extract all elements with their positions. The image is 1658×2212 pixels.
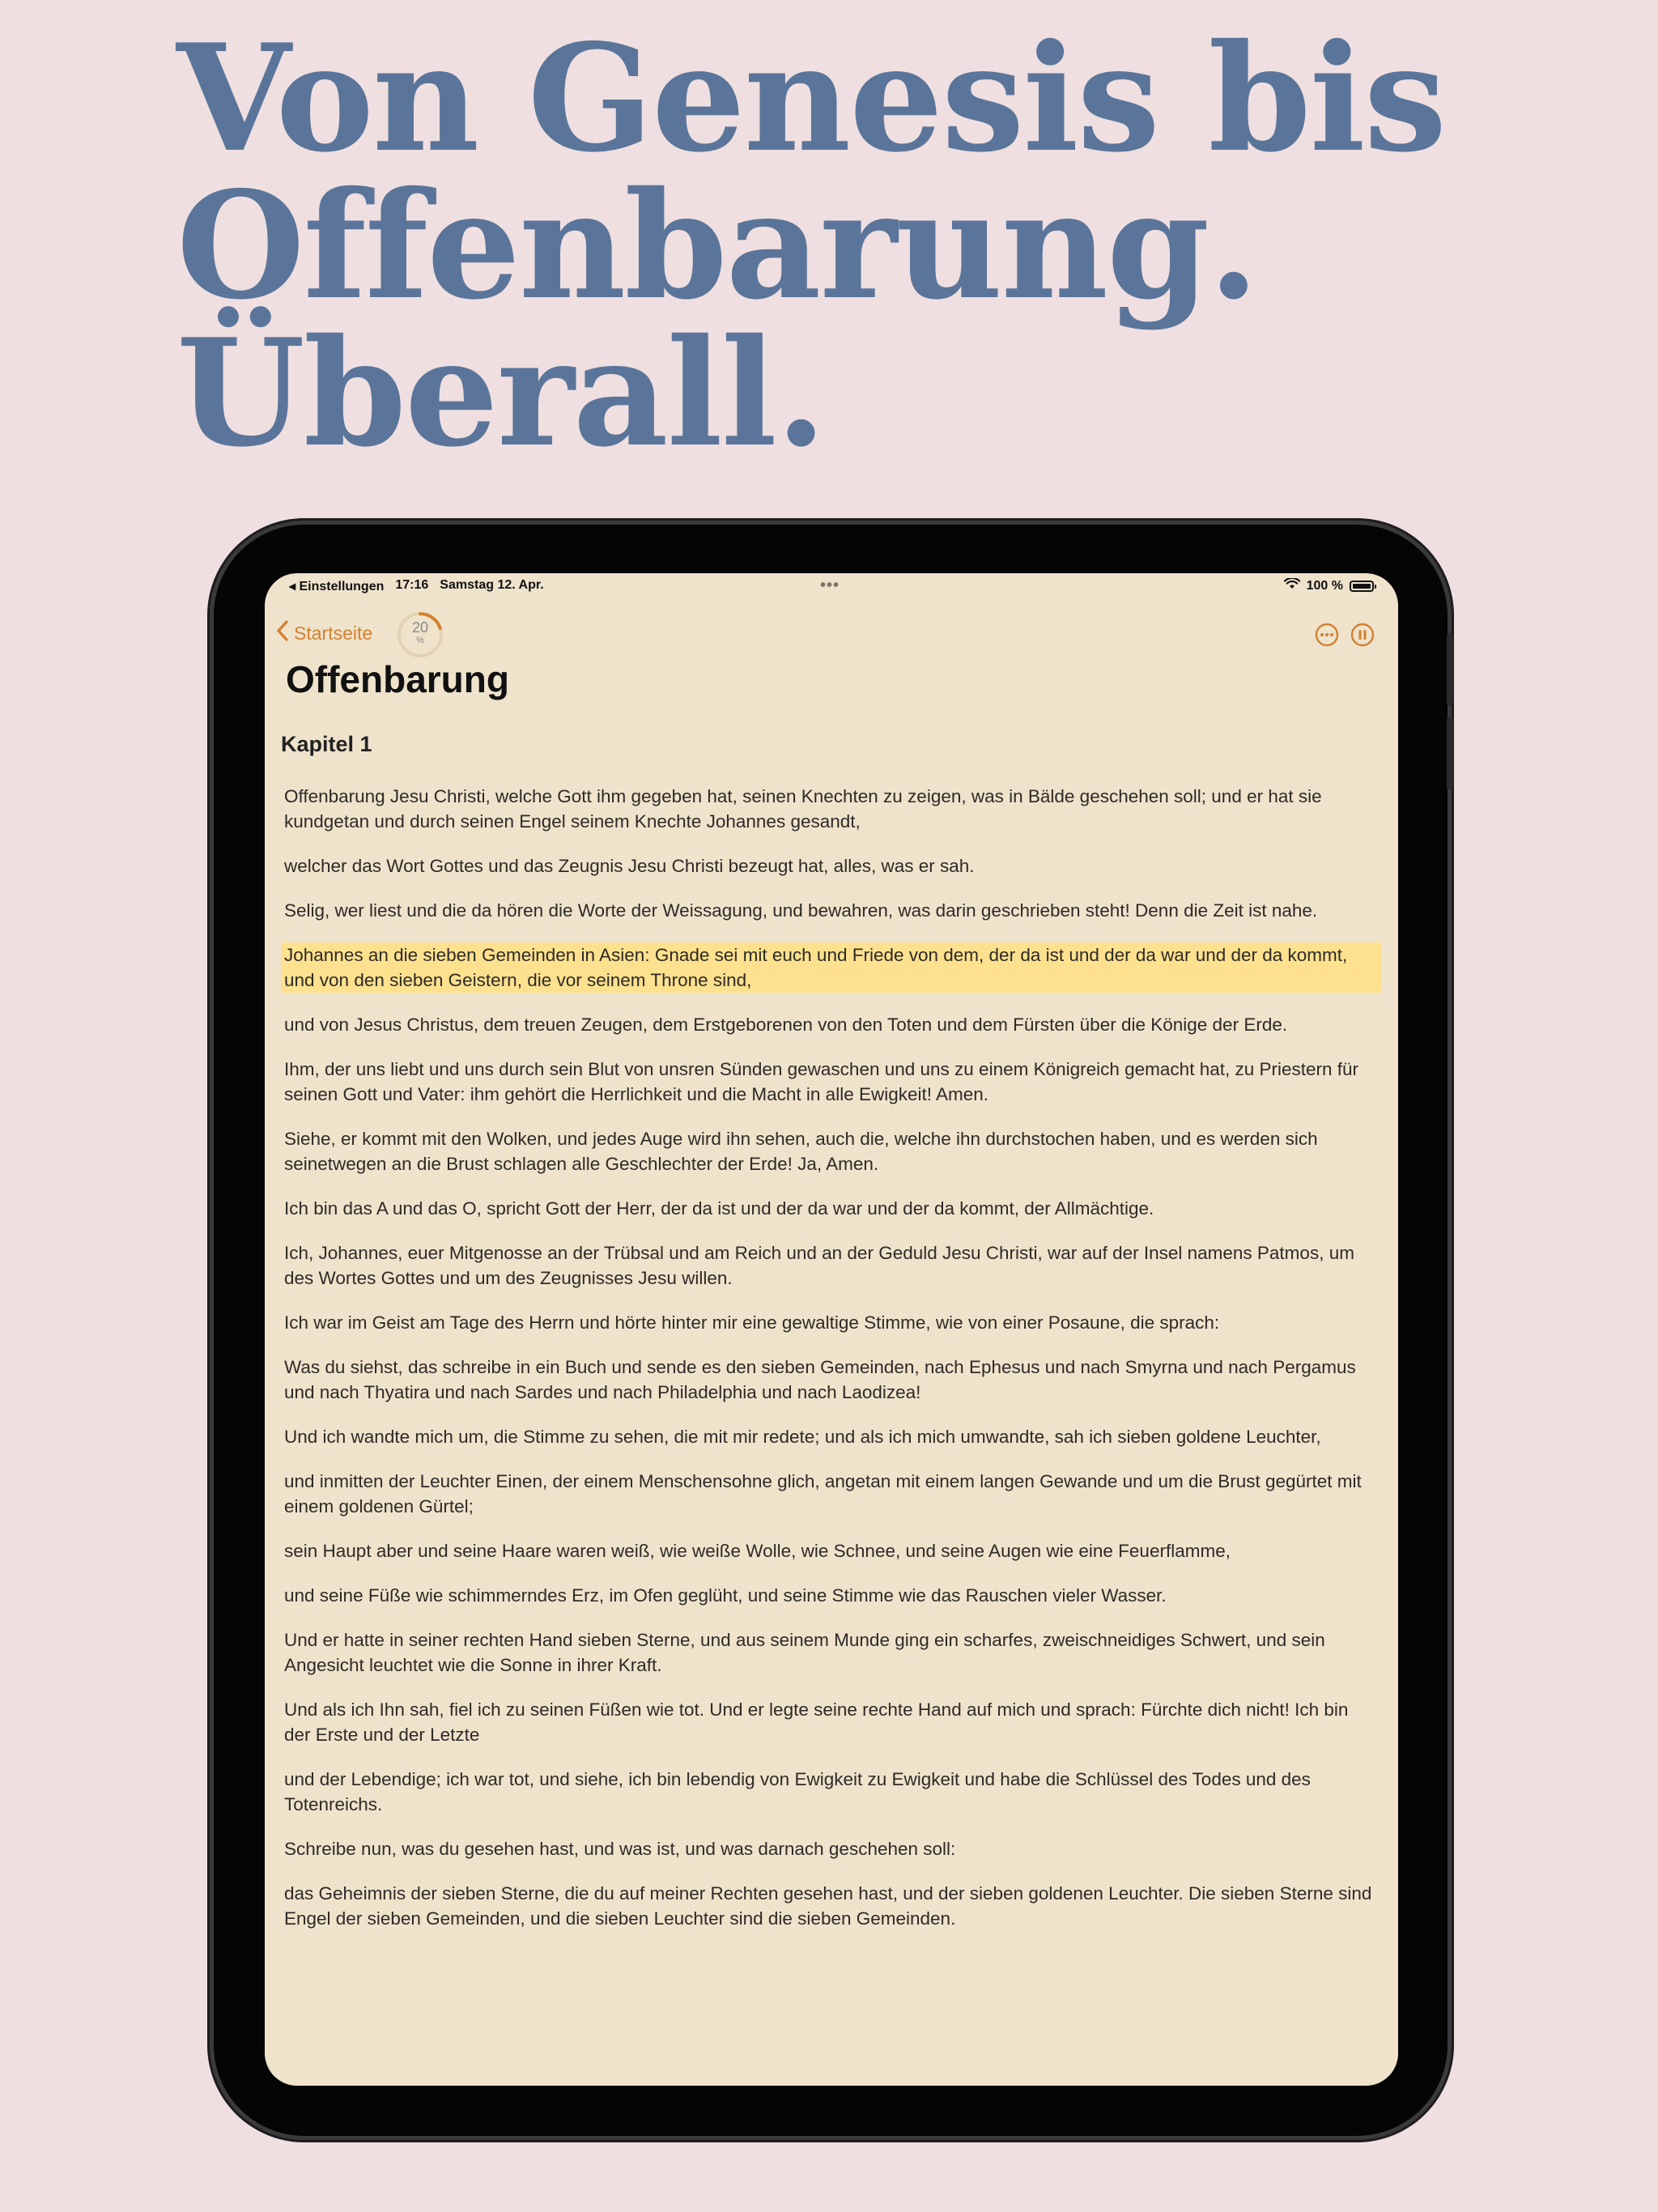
verse[interactable]: Was du siehst, das schreibe in ein Buch und sende es den sieben Gemeinden, nach Ephesus und nach Smyrna und nach Pergamus und nach Thyatira und nach Sardes und nach Philadelphia und nach Laodizea! [284, 1357, 1356, 1402]
verse-highlighted[interactable]: Johannes an die sieben Gemeinden in Asien: Gnade sei mit euch und Friede von dem, der da ist und der da war und der da kommt, und von den sieben Geistern, die vor seinem Throne sind, [281, 942, 1382, 993]
chevron-left-icon [276, 620, 289, 646]
multitasking-dots-icon[interactable]: ••• [820, 576, 840, 594]
verse[interactable]: Selig, wer liest und die da hören die Worte der Weissagung, und bewahren, was darin geschrieben steht! Denn die Zeit ist nahe. [284, 900, 1318, 921]
progress-value: 20 [411, 619, 429, 636]
verse-list [281, 784, 1382, 1950]
verse[interactable]: und der Lebendige; ich war tot, und siehe, ich bin lebendig von Ewigkeit zu Ewigkeit und habe die Schlüssel des Todes und des Totenreichs. [284, 1769, 1311, 1814]
marketing-headline [176, 11, 1446, 479]
back-button[interactable] [276, 620, 372, 646]
verse[interactable]: Ihm, der uns liebt und uns durch sein Blut von unsren Sünden gewaschen und uns zu einem Königreich gemacht hat, zu Priestern für seinen Gott und Vater: ihm gehört die Herrlichkeit und die Macht in alle Ewigkeit! Amen. [284, 1059, 1359, 1104]
back-button-label: Startseite [294, 622, 373, 644]
verse[interactable]: und von Jesus Christus, dem treuen Zeugen, dem Erstgeborenen von den Toten und dem Fürsten über die Könige der Erde. [284, 1015, 1288, 1035]
verse[interactable]: Ich, Johannes, euer Mitgenosse an der Trübsal und am Reich und an der Geduld Jesu Christi, war auf der Insel namens Patmos, um des Wortes Gottes und um des Zeugnisses Jesu willen. [284, 1243, 1354, 1288]
progress-unit: % [416, 636, 424, 645]
pause-icon[interactable] [1350, 622, 1375, 652]
reading-progress-indicator[interactable] [396, 610, 444, 659]
battery-percent: 100 % [1306, 578, 1343, 593]
back-to-app-link[interactable]: ◂ Einstellungen [289, 580, 385, 593]
volume-down-button [1447, 717, 1453, 789]
headline-line-3: Überall. [176, 306, 826, 479]
verse[interactable]: und seine Füße wie schimmerndes Erz, im Ofen geglüht, und seine Stimme wie das Rauschen vieler Wasser. [284, 1585, 1167, 1606]
more-options-icon[interactable] [1314, 622, 1340, 652]
ipad-screen [265, 573, 1398, 2086]
status-bar [265, 573, 1398, 601]
verse[interactable]: Siehe, er kommt mit den Wolken, und jedes Auge wird ihn sehen, auch die, welche ihn durchstochen haben, und es werden sich seinetwegen an die Brust schlagen alle Geschlechter der Erde! Ja, Amen. [284, 1129, 1318, 1174]
verse[interactable]: das Geheimnis der sieben Sterne, die du auf meiner Rechten gesehen hast, und der sieben goldenen Leuchter. Die sieben Sterne sind Engel der sieben Gemeinden, und die sieben Leuchter sind die sieben Gemeinden. [284, 1883, 1372, 1929]
navigation-bar [265, 606, 1398, 662]
book-title: Offenbarung [286, 658, 509, 700]
verse[interactable]: sein Haupt aber und seine Haare waren weiß, wie weiße Wolle, wie Schnee, und seine Augen wie eine Feuerflamme, [284, 1541, 1231, 1561]
verse[interactable]: welcher das Wort Gottes und das Zeugnis Jesu Christi bezeugt hat, alles, was er sah. [284, 856, 975, 876]
chapter-heading: Kapitel 1 [281, 732, 372, 756]
status-time: 17:16 [395, 578, 429, 592]
verse[interactable]: Und als ich Ihn sah, fiel ich zu seinen Füßen wie tot. Und er legte seine rechte Hand auf mich und sprach: Fürchte dich nicht! Ich bin der Erste und der Letzte [284, 1699, 1349, 1745]
headline-line-1: Von Genesis bis [176, 11, 1446, 185]
verse[interactable]: Und er hatte in seiner rechten Hand sieben Sterne, und aus seinem Munde ging ein scharfes, zweischneidiges Schwert, und sein Angesicht leuchtet wie die Sonne in ihrer Kraft. [284, 1630, 1325, 1675]
verse[interactable]: Ich war im Geist am Tage des Herrn und hörte hinter mir eine gewaltige Stimme, wie von einer Posaune, die sprach: [284, 1312, 1220, 1333]
volume-up-button [1447, 633, 1453, 706]
wifi-icon [1284, 578, 1300, 593]
verse[interactable]: Schreibe nun, was du gesehen hast, und was ist, und was darnach geschehen soll: [284, 1839, 956, 1859]
verse[interactable]: Und ich wandte mich um, die Stimme zu sehen, die mit mir redete; und als ich mich umwandte, sah ich sieben goldene Leuchter, [284, 1427, 1321, 1447]
battery-icon [1350, 581, 1374, 592]
status-date: Samstag 12. Apr. [440, 578, 544, 592]
verse[interactable]: und inmitten der Leuchter Einen, der einem Menschensohne glich, angetan mit einem langen Gewande und um die Brust gegürtet mit einem goldenen Gürtel; [284, 1471, 1362, 1516]
headline-line-2: Offenbarung. [176, 159, 1258, 332]
verse[interactable]: Ich bin das A und das O, spricht Gott der Herr, der da ist und der da war und der da kommt, der Allmächtige. [284, 1198, 1154, 1219]
verse[interactable]: Offenbarung Jesu Christi, welche Gott ihm gegeben hat, seinen Knechten zu zeigen, was in Bälde geschehen soll; und er hat sie kundgetan und durch seinen Engel seinem Knechte Johannes gesandt, [284, 786, 1322, 832]
